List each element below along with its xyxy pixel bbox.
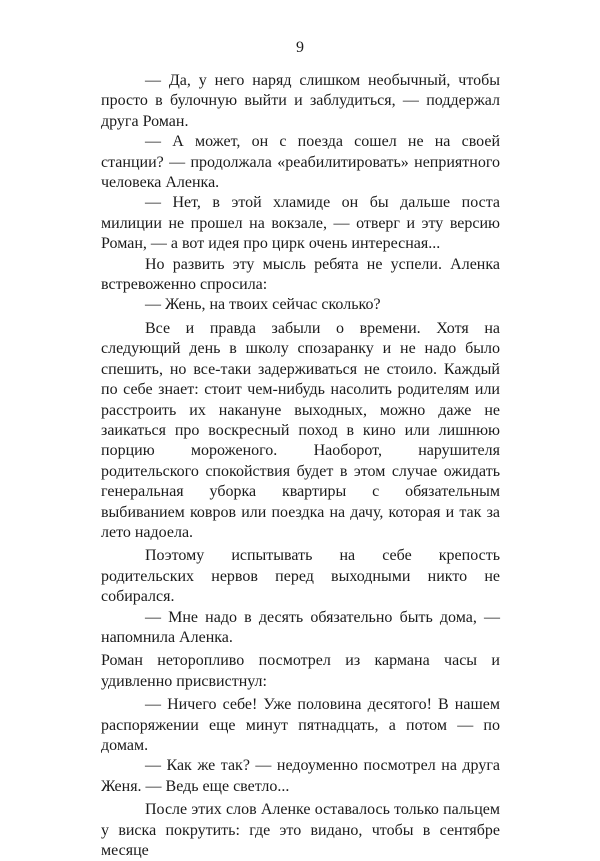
body-text <box>101 71 500 861</box>
paragraph-11: — Как же так? — недоуменно посмотрел на друга Женя. — Ведь еще светло... <box>101 757 500 795</box>
paragraph-4: Но развить эту мысль ребята не успели. Аленка встревоженно спросила: <box>101 255 500 294</box>
paragraph-9: Роман неторопливо посмотрел из кармана часы и удивленно присвистнул: <box>101 652 500 690</box>
paragraph-8: — Мне надо в десять обязательно быть дома, — напомнила Аленка. <box>101 608 500 646</box>
paragraph-6: Все и правда забыли о времени. Хотя на следующий день в школу спозаранку и не надо было спешить, но все-таки задерживаться не стоило. Каждый по себе знает: стоит чем-нибудь насолить родителям или расстроить их накануне выходных, можно даже не заикаться про воскресный поход в кино или лишнюю порцию мороженого. Наоборот, нарушителя родительского спокойствия будет в этом случае ожидать генеральная уборка квартиры с обязательным выбиванием ковров или поездка на дачу, которая и так за лето надоела. <box>101 319 500 541</box>
paragraph-1: — Да, у него наряд слишком необычный, чтобы просто в булочную выйти и заблудиться, — поддержал друга Роман. <box>101 72 500 130</box>
page-number: 9 <box>296 39 304 56</box>
paragraph-10: — Ничего себе! Уже половина десятого! В нашем распоряжении еще минут пятнадцать, а потом — по домам. <box>101 696 500 754</box>
paragraph-12: После этих слов Аленке оставалось только пальцем у виска покрутить: где это видано, чтобы в сентябре месяце <box>101 801 500 860</box>
paragraph-2: — А может, он с поезда сошел не на своей станции? — продолжала «реабилитировать» неприятного человека Аленка. <box>101 133 500 192</box>
paragraph-7: Поэтому испытывать на себе крепость родительских нервов перед выходными никто не собирался. <box>101 547 500 606</box>
paragraph-3: — Нет, в этой хламиде он бы дальше поста милиции не прошел на вокзале, — отверг и эту версию Роман, — а вот идея про цирк очень интересная... <box>101 194 500 253</box>
paragraph-5: — Жень, на твоих сейчас сколько? <box>145 296 381 314</box>
